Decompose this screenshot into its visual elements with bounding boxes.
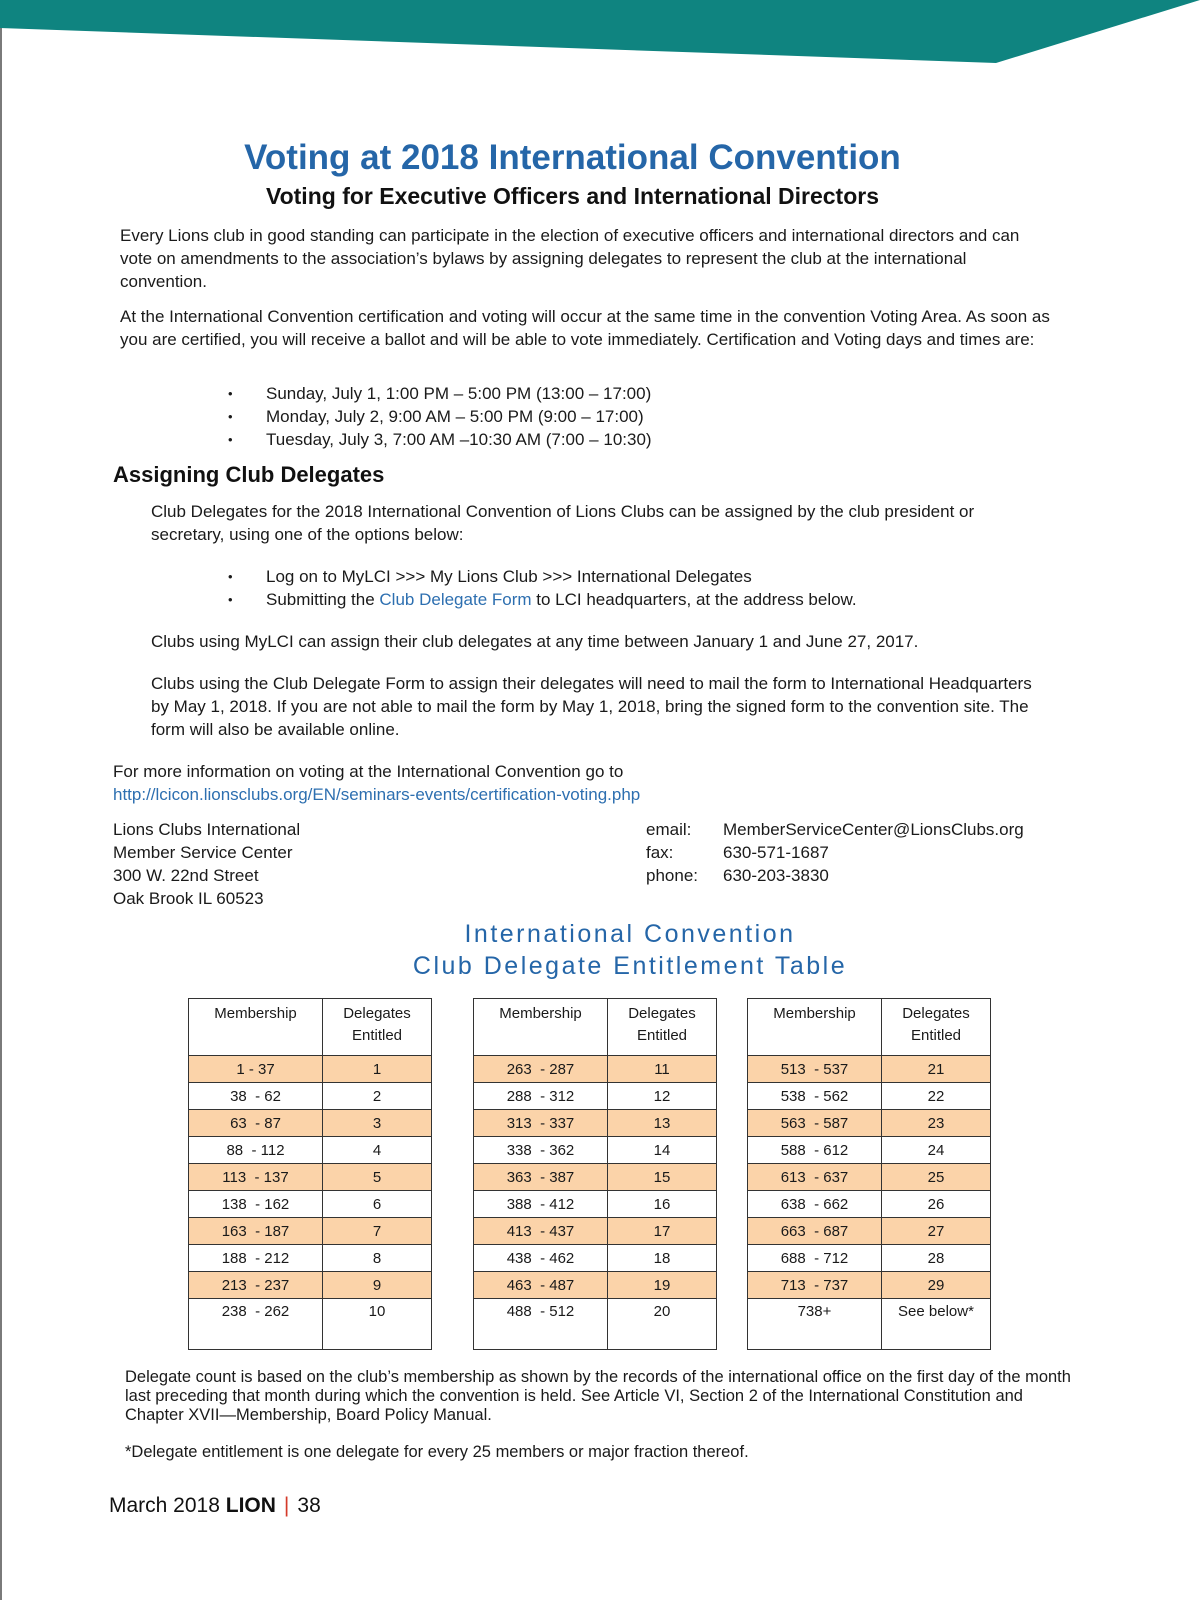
membership-range-cell: 338 - 362 <box>474 1137 608 1164</box>
table-row <box>474 1137 717 1164</box>
entitlement-table-3 <box>747 998 991 1350</box>
delegates-entitled-cell: 21 <box>882 1056 991 1083</box>
membership-range-cell: 688 - 712 <box>748 1245 882 1272</box>
delegate-options-list <box>228 565 857 611</box>
table-row <box>189 1083 432 1110</box>
membership-range-cell: 163 - 187 <box>189 1218 323 1245</box>
table-row <box>474 1191 717 1218</box>
membership-range-cell: 588 - 612 <box>748 1137 882 1164</box>
membership-range-cell: 1 - 37 <box>189 1056 323 1083</box>
page-subtitle: Voting for Executive Officers and International Directors <box>265 183 880 209</box>
column-header-membership: Membership <box>474 999 608 1056</box>
table-row <box>474 1272 717 1299</box>
table-row <box>189 1110 432 1137</box>
membership-range-cell: 63 - 87 <box>189 1110 323 1137</box>
voting-time-item: • Tuesday, July 3, 7:00 AM –10:30 AM (7:00 – 10:30) <box>228 428 652 451</box>
membership-range-cell: 288 - 312 <box>474 1083 608 1110</box>
phone-value: 630-203-3830 <box>723 866 829 885</box>
table-row <box>189 1056 432 1083</box>
page-number: 38 <box>297 1494 321 1517</box>
option-form-post: to LCI headquarters, at the address below. <box>531 590 857 609</box>
delegates-entitled-cell: 9 <box>323 1272 432 1299</box>
table-title-line-2: Club Delegate Entitlement Table <box>412 952 848 980</box>
membership-range-cell: 188 - 212 <box>189 1245 323 1272</box>
footer-date: March 2018 <box>109 1494 220 1517</box>
table-row <box>189 1137 432 1164</box>
membership-range-cell: 388 - 412 <box>474 1191 608 1218</box>
table-row <box>474 1110 717 1137</box>
delegates-entitled-cell: 10 <box>323 1299 432 1350</box>
fax-label: fax: <box>646 843 674 862</box>
table-row <box>748 1110 991 1137</box>
more-info-text: For more information on voting at the International Convention go to <box>113 762 624 781</box>
delegates-entitled-cell: 26 <box>882 1191 991 1218</box>
delegates-entitled-cell: 3 <box>323 1110 432 1137</box>
membership-range-cell: 238 - 262 <box>189 1299 323 1350</box>
delegates-entitled-cell: 19 <box>608 1272 717 1299</box>
delegates-entitled-cell: 24 <box>882 1137 991 1164</box>
voting-times-list <box>228 382 652 451</box>
intro-paragraph-2: At the International Convention certification and voting will occur at the same time in the convention Voting Area. As soon as you are certified, you will receive a ballot and will be able to vote immediately. Certification and Voting days and times are: <box>120 307 1050 349</box>
membership-range-cell: 263 - 287 <box>474 1056 608 1083</box>
membership-range-cell: 638 - 662 <box>748 1191 882 1218</box>
table-row <box>748 1272 991 1299</box>
table-row <box>189 1245 432 1272</box>
page-footer <box>109 1494 321 1518</box>
table-row <box>189 1164 432 1191</box>
teal-banner <box>0 0 1200 70</box>
membership-range-cell: 663 - 687 <box>748 1218 882 1245</box>
column-header-delegates: Delegates Entitled <box>323 999 432 1056</box>
delegates-entitled-cell: 27 <box>882 1218 991 1245</box>
option-form-pre: Submitting the <box>266 590 380 609</box>
membership-range-cell: 113 - 137 <box>189 1164 323 1191</box>
delegates-entitled-cell: 4 <box>323 1137 432 1164</box>
voting-time-item: • Sunday, July 1, 1:00 PM – 5:00 PM (13:00 – 17:00) <box>228 382 652 405</box>
table-row <box>748 1245 991 1272</box>
footer-separator: | <box>283 1494 290 1517</box>
table-row <box>748 1083 991 1110</box>
membership-range-cell: 488 - 512 <box>474 1299 608 1350</box>
membership-range-cell: 513 - 537 <box>748 1056 882 1083</box>
delegates-entitled-cell: 11 <box>608 1056 717 1083</box>
entitlement-table-2 <box>473 998 717 1350</box>
option-form <box>228 588 857 611</box>
delegates-entitled-cell: 15 <box>608 1164 717 1191</box>
membership-range-cell: 138 - 162 <box>189 1191 323 1218</box>
delegates-entitled-cell: 29 <box>882 1272 991 1299</box>
delegates-entitled-cell: See below* <box>882 1299 991 1350</box>
table-row <box>189 1272 432 1299</box>
delegates-entitled-cell: 14 <box>608 1137 717 1164</box>
membership-range-cell: 438 - 462 <box>474 1245 608 1272</box>
membership-range-cell: 38 - 62 <box>189 1083 323 1110</box>
column-header-membership: Membership <box>748 999 882 1056</box>
mailing-address <box>113 818 300 910</box>
entitlement-footnote: *Delegate entitlement is one delegate for every 25 members or major fraction thereof. <box>125 1443 749 1461</box>
table-row <box>474 1299 717 1350</box>
delegates-entitled-cell: 23 <box>882 1110 991 1137</box>
delegates-entitled-cell: 20 <box>608 1299 717 1350</box>
delegates-entitled-cell: 12 <box>608 1083 717 1110</box>
membership-range-cell: 88 - 112 <box>189 1137 323 1164</box>
delegates-entitled-cell: 25 <box>882 1164 991 1191</box>
option-mylci: • Log on to MyLCI >>> My Lions Club >>> International Delegates <box>228 565 857 588</box>
email-value[interactable]: MemberServiceCenter@LionsClubs.org <box>723 820 1024 839</box>
delegates-entitled-cell: 18 <box>608 1245 717 1272</box>
table-title-line-1: International Convention <box>464 920 796 948</box>
delegates-entitled-cell: 5 <box>323 1164 432 1191</box>
entitlement-table-1 <box>188 998 432 1350</box>
table-row <box>748 1056 991 1083</box>
column-header-delegates: Delegates Entitled <box>608 999 717 1056</box>
membership-note: Delegate count is based on the club’s membership as shown by the records of the international office on the first day of the month last preceding that month during which the convention is held. See Article VI, Section 2 of the International Constitution and Chapter XVII—Membership, Board Policy Manual. <box>125 1368 1071 1424</box>
page-title: Voting at 2018 International Convention <box>244 138 901 177</box>
column-header-membership: Membership <box>189 999 323 1056</box>
membership-range-cell: 413 - 437 <box>474 1218 608 1245</box>
delegates-entitled-cell: 17 <box>608 1218 717 1245</box>
phone-label: phone: <box>646 866 698 885</box>
address-line: Lions Clubs International <box>113 820 301 839</box>
table-row <box>474 1164 717 1191</box>
fax-value: 630-571-1687 <box>723 843 829 862</box>
page-left-rule <box>0 0 2 1600</box>
delegates-entitled-cell: 22 <box>882 1083 991 1110</box>
address-line: Oak Brook IL 60523 <box>113 889 264 908</box>
delegates-entitled-cell: 16 <box>608 1191 717 1218</box>
table-row <box>474 1056 717 1083</box>
section-heading-delegates: Assigning Club Delegates <box>113 462 385 487</box>
delegates-paragraph-3: Clubs using the Club Delegate Form to assign their delegates will need to mail the form to International Headquarters by May 1, 2018. If you are not able to mail the form by May 1, 2018, bring the signed form to the convention site. The form will also be available online. <box>151 674 1032 739</box>
column-header-delegates: Delegates Entitled <box>882 999 991 1056</box>
membership-range-cell: 563 - 587 <box>748 1110 882 1137</box>
delegates-entitled-cell: 13 <box>608 1110 717 1137</box>
delegates-paragraph-2: Clubs using MyLCI can assign their club delegates at any time between January 1 and June 27, 2017. <box>151 632 919 651</box>
club-delegate-form-link[interactable]: Club Delegate Form <box>379 590 532 609</box>
membership-range-cell: 538 - 562 <box>748 1083 882 1110</box>
table-row <box>474 1083 717 1110</box>
table-row <box>189 1218 432 1245</box>
membership-range-cell: 713 - 737 <box>748 1272 882 1299</box>
table-row <box>474 1245 717 1272</box>
delegates-entitled-cell: 1 <box>323 1056 432 1083</box>
intro-paragraph-1: Every Lions club in good standing can participate in the election of executive officers and international directors and can vote on amendments to the association’s bylaws by assigning delegates to represent the club at the international convention. <box>120 226 1020 291</box>
delegates-entitled-cell: 6 <box>323 1191 432 1218</box>
delegates-entitled-cell: 28 <box>882 1245 991 1272</box>
table-row <box>748 1164 991 1191</box>
voting-time-item: • Monday, July 2, 9:00 AM – 5:00 PM (9:00 – 17:00) <box>228 405 652 428</box>
email-label: email: <box>646 820 692 839</box>
membership-range-cell: 363 - 387 <box>474 1164 608 1191</box>
table-row <box>474 1218 717 1245</box>
delegates-paragraph-1: Club Delegates for the 2018 International Convention of Lions Clubs can be assigned by the club president or secretary, using one of the options below: <box>151 502 975 544</box>
delegates-entitled-cell: 8 <box>323 1245 432 1272</box>
contact-block <box>646 818 1024 887</box>
delegates-entitled-cell: 7 <box>323 1218 432 1245</box>
membership-range-cell: 463 - 487 <box>474 1272 608 1299</box>
certification-voting-link[interactable]: http://lcicon.lionsclubs.org/EN/seminars-events/certification-voting.php <box>113 785 641 804</box>
delegates-entitled-cell: 2 <box>323 1083 432 1110</box>
footer-brand: LION <box>225 1494 276 1517</box>
table-row <box>748 1191 991 1218</box>
address-line: Member Service Center <box>113 843 293 862</box>
table-row <box>189 1299 432 1350</box>
membership-range-cell: 213 - 237 <box>189 1272 323 1299</box>
table-row <box>748 1218 991 1245</box>
membership-range-cell: 738+ <box>748 1299 882 1350</box>
table-row <box>189 1191 432 1218</box>
membership-range-cell: 613 - 637 <box>748 1164 882 1191</box>
address-line: 300 W. 22nd Street <box>113 866 259 885</box>
table-row <box>748 1299 991 1350</box>
table-row <box>748 1137 991 1164</box>
membership-range-cell: 313 - 337 <box>474 1110 608 1137</box>
